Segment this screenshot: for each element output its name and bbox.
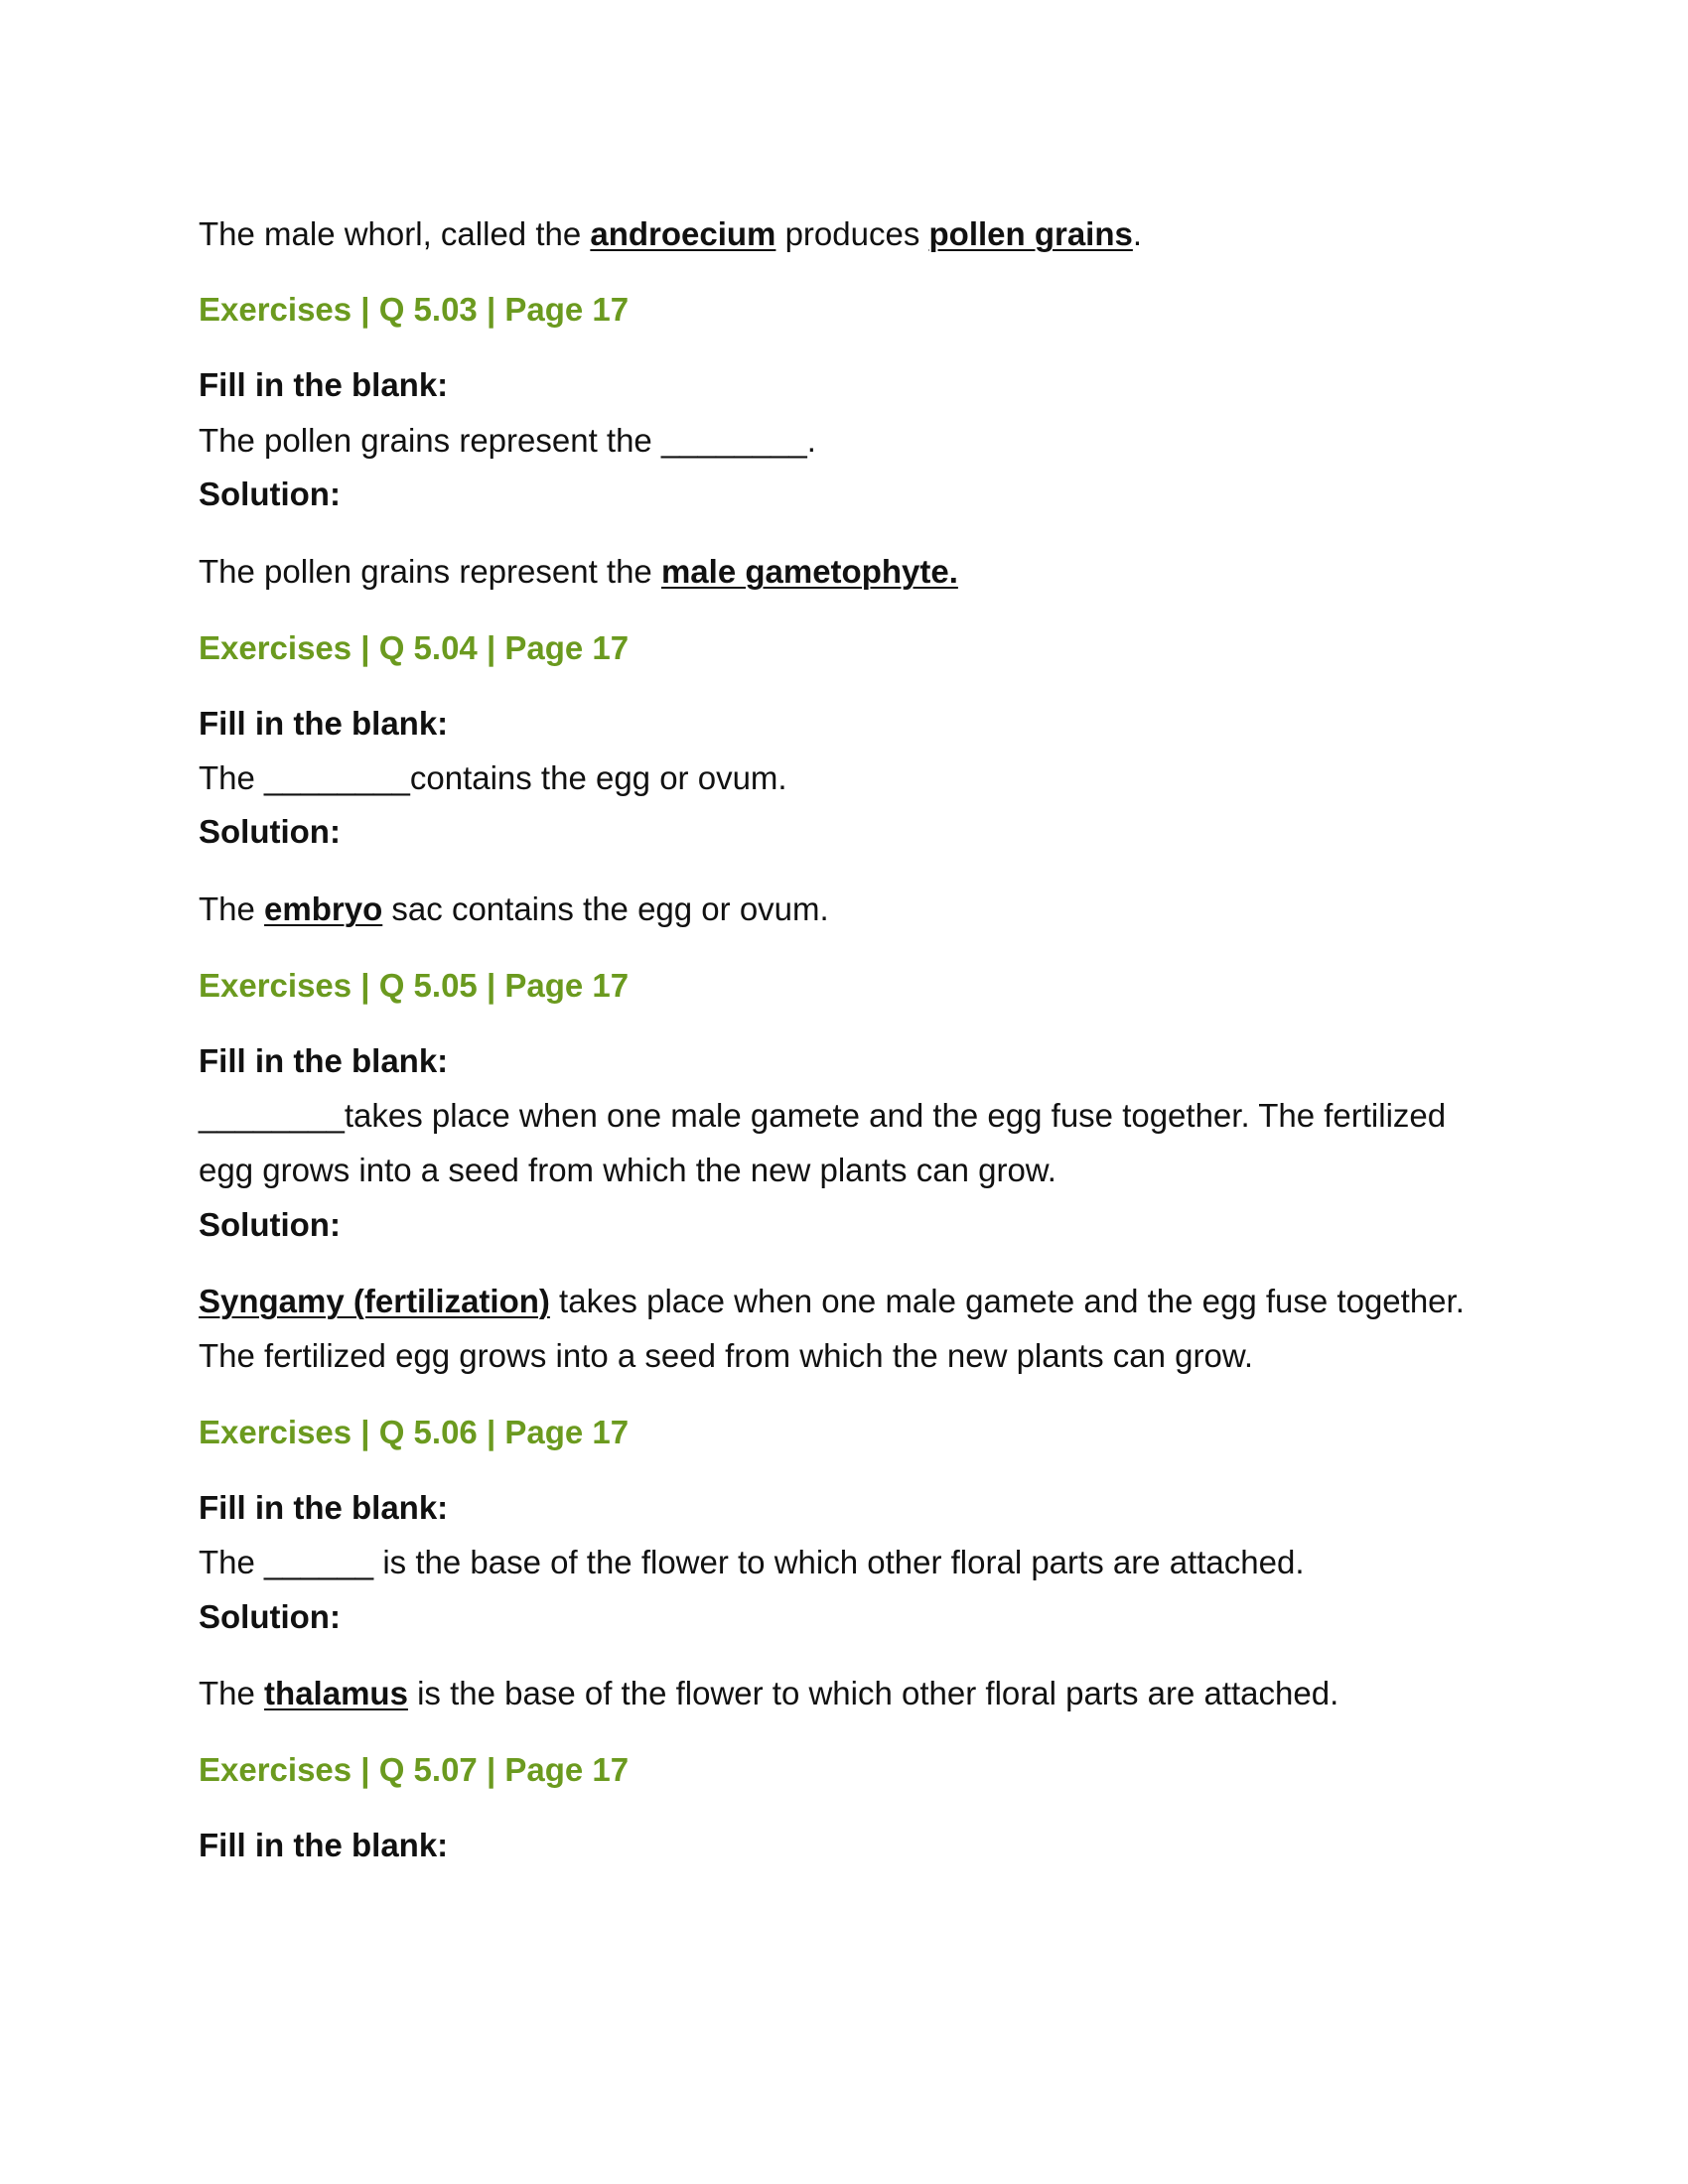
question-text: egg grows into a seed from which the new plants can grow. [199,1152,1056,1188]
exercise-heading-5-07: Exercises | Q 5.07 | Page 17 [199,1751,630,1788]
solution-text [199,1674,1338,1713]
answer-term: thalamus [264,1675,408,1711]
intro-text: . [1132,215,1143,252]
fill-in-blank-label: Fill in the blank: [199,366,449,403]
solution-text-part: The [199,890,265,927]
solution-label: Solution: [199,813,341,850]
answer-term-androecium: androecium [590,215,776,252]
answer-term: male gametophyte. [660,553,958,590]
exercise-heading-5-05: Exercises | Q 5.05 | Page 17 [199,967,630,1004]
solution-label: Solution: [199,1206,341,1243]
solution-text-part: sac contains the egg or ovum. [382,890,829,927]
solution-label: Solution: [199,476,341,512]
fill-in-blank-label: Fill in the blank: [199,1827,449,1863]
question-text: The ______ is the base of the flower to which other floral parts are attached. [199,1544,1305,1580]
solution-label: Solution: [199,1598,341,1635]
solution-text-part: takes place when one male gamete and the egg fuse together. [549,1283,1465,1319]
intro-text: produces [775,215,929,252]
solution-text [199,552,958,592]
solution-text [199,889,829,929]
answer-term-pollen-grains: pollen grains [928,215,1133,252]
solution-text [199,1282,1465,1321]
answer-term: embryo [264,890,383,927]
fill-in-blank-label: Fill in the blank: [199,705,449,742]
intro-text: The male whorl, called the [199,215,591,252]
exercise-heading-5-06: Exercises | Q 5.06 | Page 17 [199,1414,630,1450]
solution-text-part: The pollen grains represent the [199,553,661,590]
question-text: The ________contains the egg or ovum. [199,759,787,796]
solution-text-part: The [199,1675,265,1711]
exercise-heading-5-04: Exercises | Q 5.04 | Page 17 [199,629,630,666]
exercise-heading-5-03: Exercises | Q 5.03 | Page 17 [199,291,630,328]
fill-in-blank-label: Fill in the blank: [199,1489,449,1526]
solution-text-part: is the base of the flower to which other floral parts are attached. [407,1675,1339,1711]
answer-term: Syngamy (fertilization) [199,1283,550,1319]
intro-sentence [199,214,1142,254]
question-text: The pollen grains represent the ________. [199,422,816,459]
solution-text: The fertilized egg grows into a seed from which the new plants can grow. [199,1337,1254,1374]
question-text: ________takes place when one male gamete and the egg fuse together. The fertilized [199,1097,1447,1134]
fill-in-blank-label: Fill in the blank: [199,1042,449,1079]
